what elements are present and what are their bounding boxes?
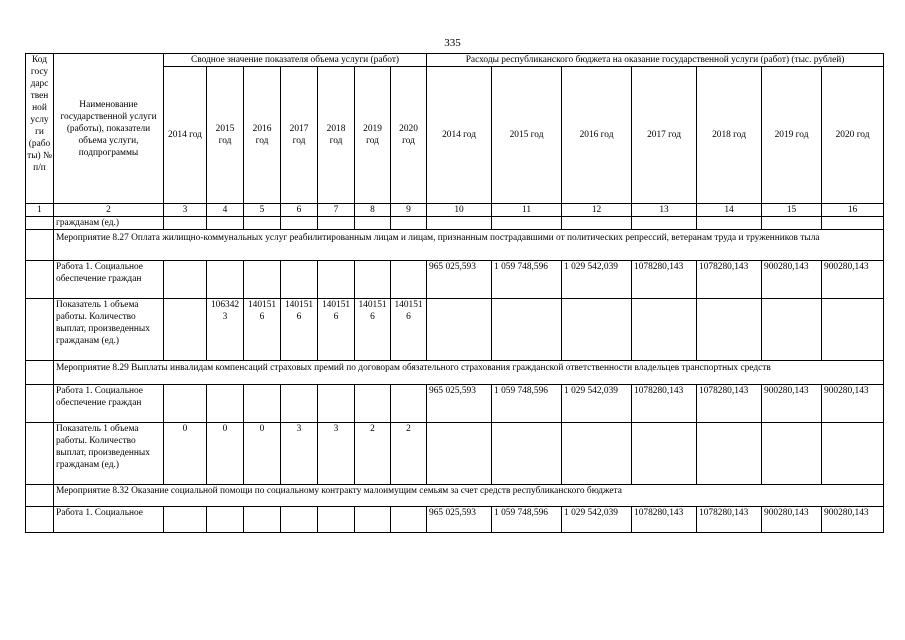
expense-value: 1 029 542,039 (562, 261, 632, 299)
expense-value: 1 059 748,596 (492, 507, 562, 533)
work-row (26, 507, 884, 533)
column-number: 10 (427, 204, 492, 217)
header-expense-year: 2016 год (562, 67, 632, 204)
header-volume-year: 2016 год (244, 67, 281, 204)
page-number: 335 (444, 37, 461, 49)
volume-value: 0 (244, 423, 281, 485)
work-832-name: Работа 1. Социальное (54, 507, 164, 533)
expense-value: 1078280,143 (632, 507, 697, 533)
expense-value: 1 029 542,039 (562, 507, 632, 533)
column-number: 5 (244, 204, 281, 217)
expense-value: 965 025,593 (427, 261, 492, 299)
volume-value: 2 (391, 423, 427, 485)
header-volume-year: 2014 год (164, 67, 207, 204)
header-expense-year: 2014 год (427, 67, 492, 204)
measure-row (26, 485, 884, 507)
header-code: Код госу дарс твен ной услу ги (рабо ты) № п/п (26, 54, 54, 204)
column-number: 16 (822, 204, 884, 217)
measure-827-title: Мероприятие 8.27 Оплата жилищно-коммунальных услуг реабилитированным лицам и лицам, признанным пострадавшими от политических репрессий, ветеранам труда и труженников тыла (54, 230, 884, 261)
expense-value: 1 029 542,039 (562, 385, 632, 423)
column-number: 7 (318, 204, 355, 217)
column-number-row (26, 204, 884, 217)
header-expense-year: 2015 год (492, 67, 562, 204)
expense-value: 1078280,143 (697, 385, 762, 423)
expense-value: 900280,143 (822, 261, 884, 299)
work-827-name: Работа 1. Социальное обеспечение граждан (54, 261, 164, 299)
volume-value: 0 (207, 423, 244, 485)
volume-value: 3 (318, 423, 355, 485)
header-expense-year: 2017 год (632, 67, 697, 204)
expense-value: 1078280,143 (697, 261, 762, 299)
expense-value: 1078280,143 (697, 507, 762, 533)
header-volume-year: 2019 год (355, 67, 391, 204)
indicator-829-name: Показатель 1 объема работы. Количество выплат, произведенных гражданам (ед.) (54, 423, 164, 485)
expense-value: 1078280,143 (632, 385, 697, 423)
expense-value: 965 025,593 (427, 385, 492, 423)
header-volume-group: Сводное значение показателя объема услуги (работ) (164, 54, 427, 67)
volume-value: 1401516 (244, 299, 281, 361)
volume-value: 0 (164, 423, 207, 485)
column-number: 13 (632, 204, 697, 217)
expense-value: 1 059 748,596 (492, 261, 562, 299)
measure-row (26, 361, 884, 385)
volume-value: 1401516 (355, 299, 391, 361)
column-number: 6 (281, 204, 318, 217)
expense-value: 900280,143 (822, 385, 884, 423)
header-row-group (26, 54, 884, 67)
indicator-row (26, 423, 884, 485)
work-829-name: Работа 1. Социальное обеспечение граждан (54, 385, 164, 423)
column-number: 15 (762, 204, 822, 217)
column-number: 1 (26, 204, 54, 217)
expense-value: 900280,143 (762, 261, 822, 299)
header-volume-year: 2018 год (318, 67, 355, 204)
header-volume-year: 2015 год (207, 67, 244, 204)
header-name: Наименование государственной услуги (работы), показатели объема услуги, подпрограммы (54, 54, 164, 204)
header-expense-year: 2019 год (762, 67, 822, 204)
column-number: 9 (391, 204, 427, 217)
indicator-827-name: Показатель 1 объема работы. Количество выплат, произведенных гражданам (ед.) (54, 299, 164, 361)
measure-829-title: Мероприятие 8.29 Выплаты инвалидам компенсаций страховых премий по договорам обязательного страхования гражданской ответственности владельцев транспортных средств (54, 361, 884, 385)
work-row (26, 385, 884, 423)
continuation-text: гражданам (ед.) (54, 217, 164, 230)
column-number: 2 (54, 204, 164, 217)
volume-value: 1401516 (391, 299, 427, 361)
volume-value: 2 (355, 423, 391, 485)
header-expense-year: 2018 год (697, 67, 762, 204)
expense-value: 965 025,593 (427, 507, 492, 533)
volume-value (164, 299, 207, 361)
column-number: 11 (492, 204, 562, 217)
header-expense-group: Расходы республиканского бюджета на оказание государственной услуги (работ) (тыс. рублей) (427, 54, 884, 67)
header-expense-year: 2020 год (822, 67, 884, 204)
expense-value: 1 059 748,596 (492, 385, 562, 423)
column-number: 3 (164, 204, 207, 217)
volume-value: 3 (281, 423, 318, 485)
header-volume-year: 2017 год (281, 67, 318, 204)
column-number: 14 (697, 204, 762, 217)
expense-value: 900280,143 (822, 507, 884, 533)
column-number: 4 (207, 204, 244, 217)
volume-value: 1063423 (207, 299, 244, 361)
indicator-row (26, 299, 884, 361)
expense-value: 900280,143 (762, 507, 822, 533)
expense-value: 1078280,143 (632, 261, 697, 299)
work-row (26, 261, 884, 299)
measure-832-title: Мероприятие 8.32 Оказание социальной помощи по социальному контракту малоимущим семьям за счет средств республиканского бюджета (54, 485, 884, 507)
budget-table (25, 53, 884, 533)
column-number: 12 (562, 204, 632, 217)
table-row (26, 217, 884, 230)
volume-value: 1401516 (281, 299, 318, 361)
volume-value: 1401516 (318, 299, 355, 361)
column-number: 8 (355, 204, 391, 217)
expense-value: 900280,143 (762, 385, 822, 423)
measure-row (26, 230, 884, 261)
header-volume-year: 2020 год (391, 67, 427, 204)
